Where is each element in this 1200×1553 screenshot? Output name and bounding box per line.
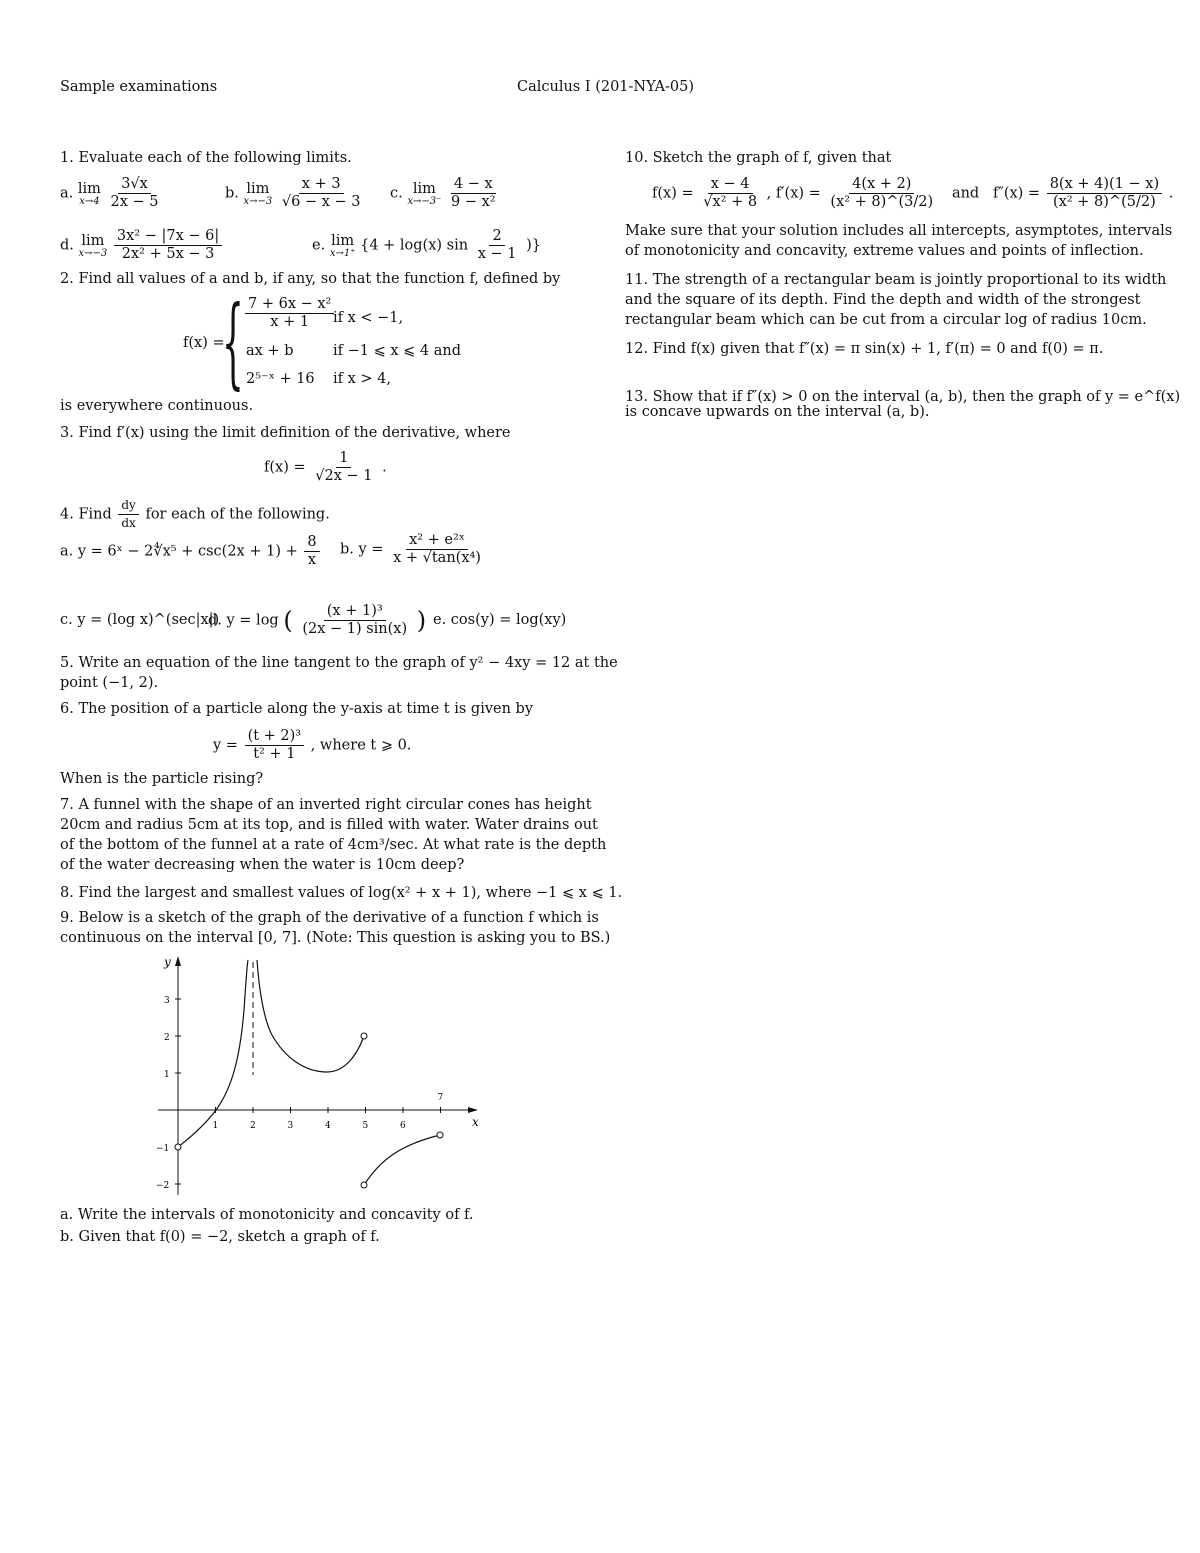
q1c-lim <box>407 181 441 207</box>
q12-text: 12. Find f(x) given that f″(x) = π sin(x) + 1, f′(π) = 0 and f(0) = π. <box>625 341 1104 357</box>
q1e-expr: {4 + log(x) sin <box>360 237 469 254</box>
y-tick-label: −2 <box>156 1181 170 1191</box>
denominator: t² + 1 <box>253 746 296 762</box>
q6-question: When is the particle rising? <box>60 771 264 787</box>
q7-line4: of the water decreasing when the water is 10cm deep? <box>60 857 465 873</box>
q1b-lim <box>244 181 273 207</box>
q4-b <box>340 532 486 567</box>
q10-and: and <box>951 185 980 202</box>
open-point <box>361 1033 367 1039</box>
q1-row1 <box>60 176 164 211</box>
q1c-label: c. <box>390 185 403 202</box>
denominator: dx <box>121 516 136 530</box>
q1e-lim <box>330 233 356 259</box>
piecewise-brace: { <box>222 286 244 400</box>
q1b-label: b. <box>225 185 239 202</box>
q1a-frac <box>108 176 162 211</box>
q10-text: 10. Sketch the graph of f, given that <box>625 150 892 166</box>
lim-text: lim <box>77 180 101 197</box>
numerator: (t + 2)³ <box>245 728 305 746</box>
y-axis-label: y <box>164 955 171 969</box>
x-tick-label: 6 <box>400 1121 406 1131</box>
q10-formulas <box>652 176 1173 211</box>
q2-cond2: if −1 ⩽ x ⩽ 4 and <box>333 343 462 359</box>
x-tick-label: 4 <box>325 1121 331 1131</box>
q3-end: . <box>382 459 387 476</box>
numerator: 8 <box>304 534 319 552</box>
q4b-frac <box>390 532 484 567</box>
q3-text: 3. Find f′(x) using the limit definition of the derivative, where <box>60 425 511 441</box>
q1e-label: e. <box>312 237 326 254</box>
denominator: √2x − 1 <box>315 468 373 484</box>
q1d-lim <box>79 233 108 259</box>
lim-sub: x→4 <box>79 195 100 207</box>
denominator: √6 − x − 3 <box>281 194 361 210</box>
q9-b: b. Given that f(0) = −2, sketch a graph of f. <box>60 1229 380 1245</box>
q1-e <box>312 228 541 263</box>
q7-line1: 7. A funnel with the shape of an inverted right circular cones has height <box>60 797 592 813</box>
numerator: 4 − x <box>451 176 496 194</box>
q13-line2: is concave upwards on the interval (a, b). <box>625 404 930 420</box>
lim-text: lim <box>331 232 355 249</box>
q4-dydx <box>118 497 138 532</box>
paren-close: ) <box>416 606 427 635</box>
q4-e: e. cos(y) = log(xy) <box>433 612 567 628</box>
denominator: (x² + 8)^(3/2) <box>830 194 934 210</box>
q2-fx: f(x) = <box>183 335 225 351</box>
q10-f1-frac <box>827 176 936 211</box>
q11-line3: rectangular beam which can be cut from a circular log of radius 10cm. <box>625 312 1147 328</box>
denominator: x − 1 <box>477 246 517 262</box>
denominator: x + 1 <box>270 314 310 330</box>
q6-where: , where t ⩾ 0. <box>310 737 412 754</box>
q4-c: c. y = (log x)^(sec|x|) <box>60 612 220 628</box>
denominator: 2x − 5 <box>110 194 159 210</box>
y-axis-arrow <box>175 956 181 966</box>
q4a-expr: a. y = 6ˣ − 2∜x⁵ + csc(2x + 1) + <box>60 543 298 560</box>
open-point <box>361 1182 367 1188</box>
q10-f1: , f′(x) = <box>766 185 821 202</box>
q4-d <box>208 603 426 638</box>
q1-b <box>225 176 366 211</box>
q1-d <box>60 228 224 263</box>
q2-cond1: if x < −1, <box>333 310 404 326</box>
numerator: 4(x + 2) <box>849 176 914 194</box>
q13-line1: 13. Show that if f″(x) > 0 on the interval (a, b), then the graph of y = e^f(x) <box>625 389 1181 405</box>
y-tick-label: −1 <box>156 1144 170 1154</box>
q3-fx: f(x) = <box>264 459 306 476</box>
q5-line2: point (−1, 2). <box>60 675 159 691</box>
denominator: 2x² + 5x − 3 <box>121 246 215 262</box>
q4-text-a: 4. Find <box>60 506 112 523</box>
y-tick-label: 2 <box>164 1033 170 1043</box>
numerator: 2 <box>489 228 504 246</box>
numerator: x − 4 <box>708 176 753 194</box>
curve-left-branch <box>178 960 248 1147</box>
q4a-frac <box>304 534 319 569</box>
q2-piece2: ax + b <box>246 343 294 359</box>
numerator: (x + 1)³ <box>324 603 386 621</box>
numerator: 8(x + 4)(1 − x) <box>1047 176 1162 194</box>
numerator: 3x² − |7x − 6| <box>114 228 222 246</box>
lim-text: lim <box>81 232 105 249</box>
lim-sub: x→−3 <box>78 247 108 259</box>
numerator: 3√x <box>118 176 151 194</box>
y-tick-label: 3 <box>164 996 170 1006</box>
numerator: 1 <box>336 450 351 468</box>
x-tick-label: 2 <box>250 1121 256 1131</box>
lim-text: lim <box>412 180 436 197</box>
q7-line2: 20cm and radius 5cm at its top, and is filled with water. Water drains out <box>60 817 598 833</box>
curve-right-branch <box>364 1135 440 1185</box>
open-point <box>437 1132 443 1138</box>
x-axis-arrow <box>468 1107 478 1113</box>
derivative-graph <box>140 950 500 1200</box>
q4-text <box>60 497 330 532</box>
denominator: (2x − 1) sin(x) <box>302 621 408 637</box>
q1-text: 1. Evaluate each of the following limits. <box>60 150 352 166</box>
lim-sub: x→1⁺ <box>329 247 356 259</box>
lim-text: lim <box>246 180 270 197</box>
q2-piece3: 2⁵⁻ˣ + 16 <box>246 371 315 387</box>
q10-f2-frac <box>1047 176 1162 211</box>
q6-frac <box>245 728 305 763</box>
q1c-frac <box>448 176 499 211</box>
q9-line1: 9. Below is a sketch of the graph of the derivative of a function f which is <box>60 910 599 926</box>
denominator: √x² + 8 <box>703 194 758 210</box>
q10-line1: Make sure that your solution includes all intercepts, asymptotes, intervals <box>625 223 1173 239</box>
q1b-frac <box>279 176 364 211</box>
q4-text-b: for each of the following. <box>145 506 330 523</box>
q6-formula <box>213 728 411 763</box>
q10-line2: of monotonicity and concavity, extreme values and points of inflection. <box>625 243 1144 259</box>
q2-text: 2. Find all values of a and b, if any, so that the function f, defined by <box>60 271 561 287</box>
numerator: dy <box>118 497 138 515</box>
y-tick-label: 1 <box>164 1070 170 1080</box>
x-tick-label: 1 <box>212 1121 219 1131</box>
lim-sub: x→−3⁻ <box>407 195 442 207</box>
q9-a: a. Write the intervals of monotonicity and concavity of f. <box>60 1207 474 1223</box>
q4b-expr: b. y = <box>340 541 384 558</box>
x-tick-label: 3 <box>287 1121 294 1131</box>
numerator: 7 + 6x − x² <box>245 296 334 314</box>
q7-line3: of the bottom of the funnel at a rate of 4cm³/sec. At what rate is the depth <box>60 837 607 853</box>
x-tick-label: 7 <box>437 1093 444 1103</box>
q2-cond3: if x > 4, <box>333 371 391 387</box>
q3-frac <box>312 450 375 485</box>
q2-piece1 <box>243 296 336 331</box>
open-point <box>175 1144 181 1150</box>
q10-f: f(x) = <box>652 185 694 202</box>
q1a-label: a. <box>60 185 74 202</box>
curve-middle-branch <box>257 960 364 1072</box>
q4d-expr: d. y = log <box>208 612 279 629</box>
q1d-label: d. <box>60 237 74 254</box>
q8-text: 8. Find the largest and smallest values of log(x² + x + 1), where −1 ⩽ x ⩽ 1. <box>60 885 623 901</box>
q11-line1: 11. The strength of a rectangular beam is jointly proportional to its width <box>625 272 1167 288</box>
x-tick-label: 5 <box>362 1121 369 1131</box>
q5-line1: 5. Write an equation of the line tangent to the graph of y² − 4xy = 12 at the <box>60 655 618 671</box>
q11-line2: and the square of its depth. Find the depth and width of the strongest <box>625 292 1141 308</box>
numerator: x + 3 <box>299 176 344 194</box>
lim-sub: x→−3 <box>243 195 273 207</box>
q4d-frac <box>299 603 410 638</box>
q6-y: y = <box>213 737 238 754</box>
q1d-frac <box>114 228 222 263</box>
q1-c <box>390 176 501 211</box>
q3-formula <box>264 450 387 485</box>
header-center: Calculus I (201-NYA-05) <box>517 79 695 95</box>
numerator: x² + e²ˣ <box>406 532 468 550</box>
q2-p1-frac <box>245 296 334 331</box>
q10-end: . <box>1168 185 1174 202</box>
denominator: x + √tan(x⁴) <box>393 550 481 566</box>
header-left: Sample examinations <box>60 79 218 95</box>
q2-tail: is everywhere continuous. <box>60 398 254 414</box>
q4-a <box>60 534 322 569</box>
q10-f-frac <box>700 176 760 211</box>
denominator: (x² + 8)^(5/2) <box>1053 194 1156 210</box>
denominator: 9 − x² <box>451 194 496 210</box>
q1a-lim <box>78 181 101 207</box>
q9-line2: continuous on the interval [0, 7]. (Note: This question is asking you to BS.) <box>60 930 611 946</box>
q1e-close: )} <box>526 237 541 254</box>
q6-text: 6. The position of a particle along the y-axis at time t is given by <box>60 701 534 717</box>
q10-f2: f″(x) = <box>993 185 1041 202</box>
paren-open: ( <box>283 606 293 635</box>
q1e-frac <box>475 228 520 263</box>
denominator: x <box>307 552 317 568</box>
x-axis-label: x <box>472 1115 479 1129</box>
